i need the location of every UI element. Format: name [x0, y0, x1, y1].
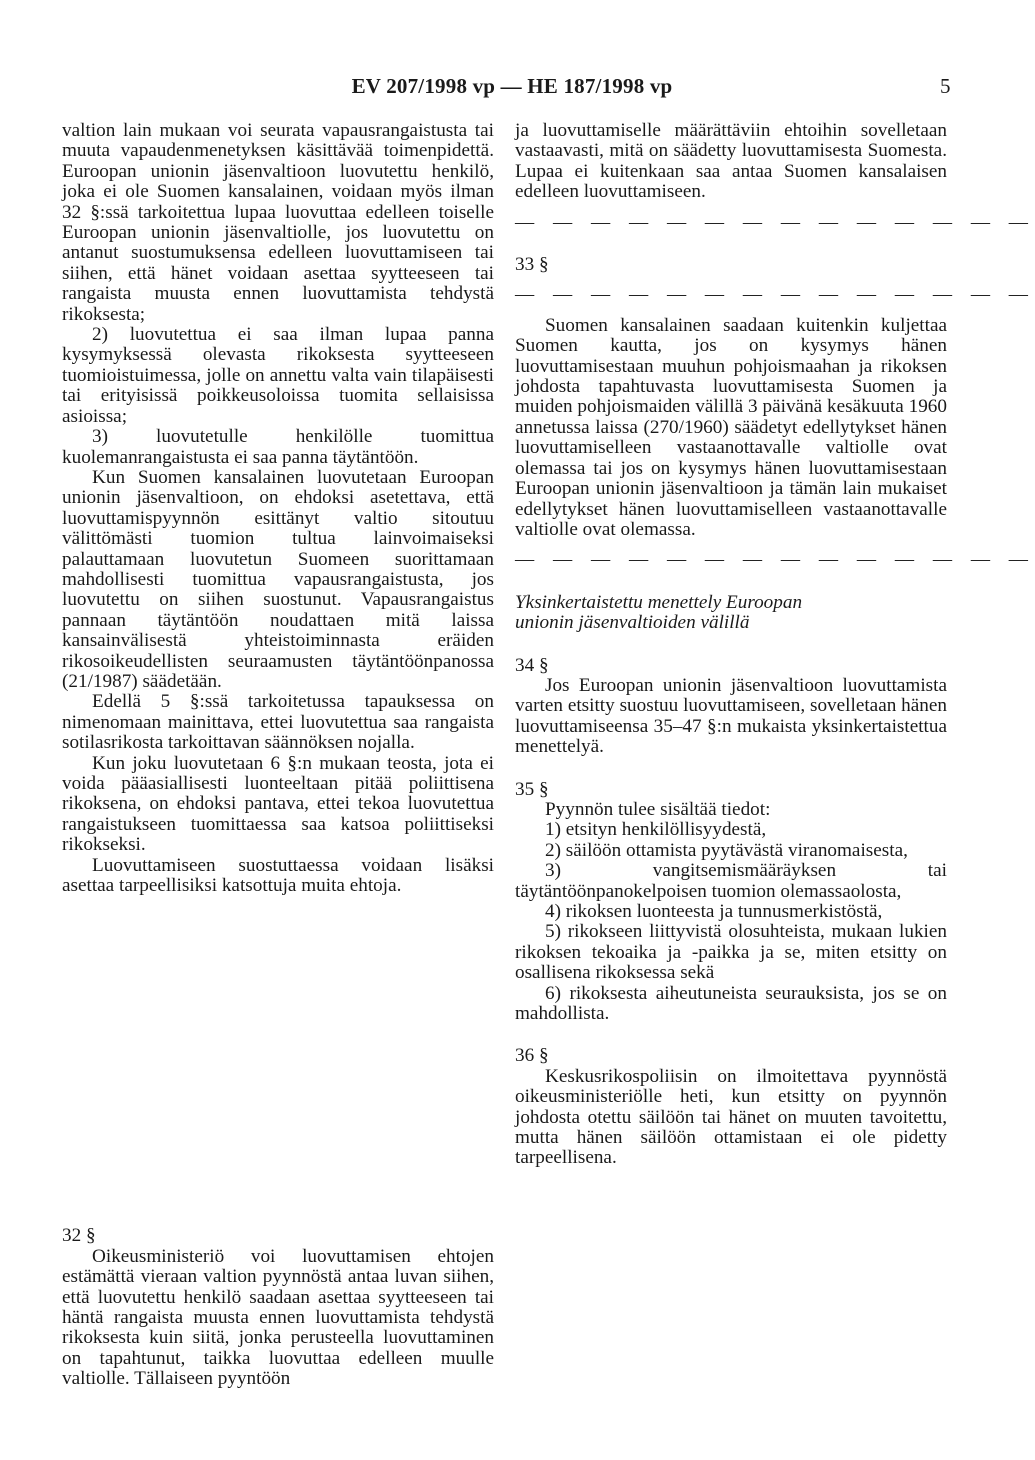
list-item: 5) rikokseen liittyvistä olosuhteista, mukaan lukien rikoksen tekoaika ja -paikka ja se, miten etsitty on osallisena rikoksessa sekä	[515, 921, 947, 984]
list-item: 3) vangitsemismääräyksen tai täytäntöönpanokelpoisen tuomion olemassaolosta,	[515, 860, 947, 902]
list-item: 4) rikoksen luonteesta ja tunnusmerkistöstä,	[545, 901, 883, 922]
paragraph: Edellä 5 §:ssä tarkoitetussa tapauksessa on nimenomaan mainittava, ettei luovutettua saa rangaista sotilasrikosta tarkoittavan säännöksen nojalla.	[62, 691, 494, 754]
list-item: 2) säilöön ottamista pyytävästä viranomaisesta,	[545, 839, 908, 861]
chapter-title-line: Yksinkertaistettu menettely Euroopan	[515, 591, 803, 613]
page-header	[0, 74, 1024, 104]
paragraph: Kun Suomen kansalainen luovutetaan Euroopan unionin jäsenvaltioon, on ehdoksi asetettava, että luovuttamispyynnön esittänyt valtio sitoutuu välittömästi tuomion tultua lainvoimaiseksi palauttamaan luovutetun Suomeen suorittamaan mahdollisesti tuomittua vapausrangaistusta, jos luovutettu on siihen suostunut. Vapausrangaistus pannaan täytäntöön noudattaen mitä laissa kansainvälisestä yhteistoiminnasta eräiden rikosoikeudellisten seuraamusten täytäntöönpanossa (21/1987) säädetään.	[62, 466, 494, 692]
paragraph: Keskusrikospoliisin on ilmoitettava pyynnöstä oikeusministeriölle heti, kun etsitty on pyynnön johdosta otettu säilöön tai hänet on muuten tavoitettu, mutta hänen säilöön ottamistaan ei ole pidetty tarpeellisena.	[515, 1065, 947, 1169]
section-heading-35: 35 §	[515, 778, 549, 800]
paragraph: Suomen kansalainen saadaan kuitenkin kuljettaa Suomen kautta, jos on kysymys hänen luovuttamisestaan muuhun pohjoismaahan ja rikoksen johdosta tapahtuvasta luovuttamisesta Suomen ja muiden pohjoismaiden välillä 3 päivänä kesäkuuta 1960 annetussa laissa (270/1960) säädetyt edellytykset hänen luovuttamiselleen vastaanottavalle valtiolle ovat olemassa tai jos on kysymys hänen luovuttamisestaan Euroopan unionin jäsenvaltioon ja tämän lain mukaiset edellytykset hänen luovuttamiselleen vastaanottavalle valtiolle ovat olemassa.	[515, 314, 947, 540]
list-item: 2) luovutettua ei saa ilman lupaa panna kysymyksessä olevasta rikoksesta syytteeseen tuomioistuimessa, jolle on annettu valta vain tilapäisesti tai erityisissä poikkeusoloissa tuomita sellaisissa asioissa;	[62, 324, 494, 427]
omission-dashes: — — — — — — — — — — — — — —	[515, 284, 1035, 306]
left-column	[62, 121, 494, 1390]
paragraph: Kun joku luovutetaan 6 §:n mukaan teosta, jota ei voida pääasiallisesti luonteeltaan pitää poliittisena rikoksena, on ehdoksi pantava, ettei tekoa luovutettua rangaistukseen tuomittaessa saa katsoa poliittiseksi rikokseksi.	[62, 752, 494, 856]
section-heading-34: 34 §	[515, 654, 549, 676]
chapter-title-line: unionin jäsenvaltioiden välillä	[515, 612, 750, 634]
section-heading-36: 36 §	[515, 1045, 549, 1067]
omission-dashes: — — — — — — — — — — — — — —	[515, 211, 1035, 233]
paragraph: Oikeusministeriö voi luovuttamisen ehtojen estämättä vieraan valtion pyynnöstä antaa luvan siihen, että luovutettu henkilö saadaan asettaa syytteeseen tai häntä rangaista muusta ennen luovuttamista tehdystä rikoksesta kuin siitä, jonka perusteella luovuttaminen on tapahtunut, taikka luovuttaa edelleen muulle valtiolle. Tällaiseen pyyntöön	[62, 1245, 494, 1390]
document-title: EV 207/1998 vp — HE 187/1998 vp	[351, 74, 673, 98]
paragraph: Jos Euroopan unionin jäsenvaltioon luovuttamista varten etsitty suostuu luovuttamiseen, sovelletaan hänen luovuttamiseensa 35–47 §:n mukaista yksinkertaistettua menettelyä.	[515, 674, 947, 758]
paragraph: ja luovuttamiselle määrättäviin ehtoihin sovelletaan vastaavasti, mitä on säädetty luovuttamisesta Suomesta. Lupaa ei kuitenkaan saa antaa Suomen kansalaisen edelleen luovuttamiseen.	[515, 120, 947, 203]
paragraph: Pyynnön tulee sisältää tiedot:	[545, 798, 771, 820]
paragraph: Luovuttamiseen suostuttaessa voidaan lisäksi asettaa tarpeellisiksi katsottuja muita ehtoja.	[62, 854, 494, 897]
right-column	[515, 120, 1035, 1169]
section-heading-32: 32 §	[62, 1225, 96, 1247]
section-heading-33: 33 §	[515, 254, 549, 276]
list-item: 3) luovutetulle henkilölle tuomittua kuolemanrangaistusta ei saa panna täytäntöön.	[62, 426, 494, 468]
paragraph: valtion lain mukaan voi seurata vapausrangaistusta tai muuta vapaudenmenetyksen käsittävää toimenpidettä. Euroopan unionin jäsenvaltioon luovutettu henkilö, joka ei ole Suomen kansalainen, voidaan myös ilman 32 §:ssä tarkoitettua lupaa luovuttaa edelleen toiselle Euroopan unionin jäsenvaltiolle, jos luovutettu on antanut suostumuksensa edelleen luovuttamiseen tai siihen, että hänet voidaan asettaa syytteeseen tai rangaista muusta ennen luovuttamista tehdystä rikoksesta;	[62, 120, 494, 325]
list-item: 1) etsityn henkilöllisyydestä,	[545, 819, 767, 841]
list-item: 6) rikoksesta aiheutuneista seurauksista, jos se on mahdollista.	[515, 982, 947, 1025]
page-number: 5	[940, 74, 951, 98]
omission-dashes: — — — — — — — — — — — — — —	[515, 549, 1035, 571]
